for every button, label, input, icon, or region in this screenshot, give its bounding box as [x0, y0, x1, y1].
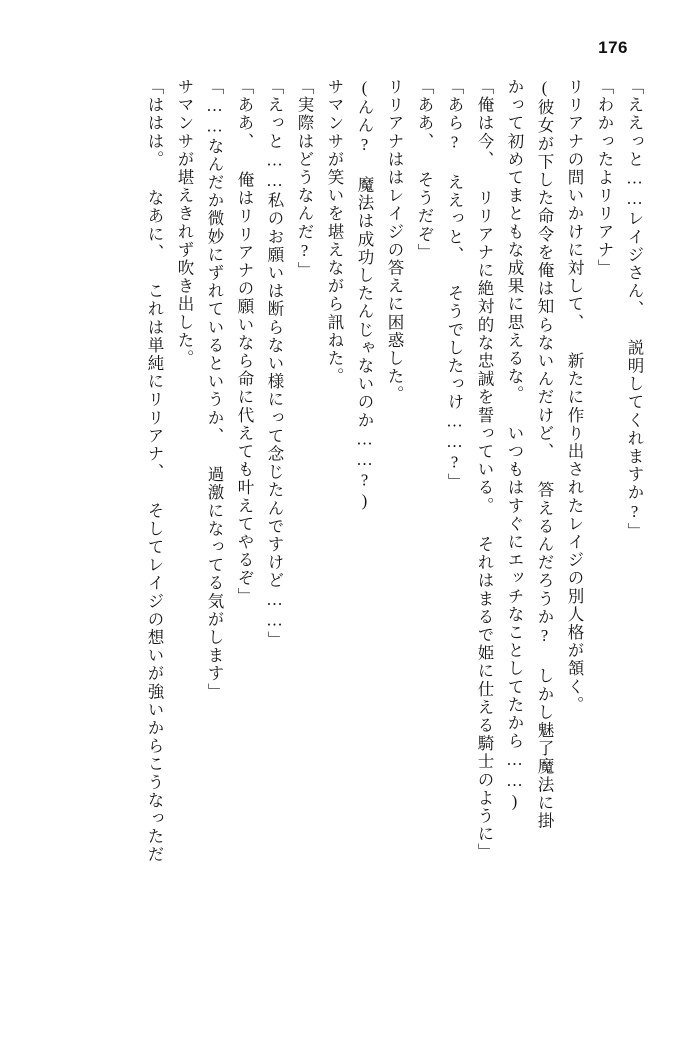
text-line: 「えっと……私のお願いは断らない様にって念じたんですけど……」 [265, 78, 284, 650]
text-line: 「ああ、 そうだぞ」 [415, 78, 434, 262]
text-line: 「実際はどうなんだ?」 [295, 78, 314, 280]
text-line: 「あら? ええっと、 そうでしたっけ……?」 [445, 78, 464, 492]
vertical-text-block [48, 78, 642, 1002]
text-line: 「俺は今、 リリアナに絶対的な忠誠を誓っている。 それはまるで姫に仕える騎士のように」 [475, 78, 494, 862]
text-line: リリアナの問いかけに対して、 新たに作り出されたレイジの別人格が頷く。 [565, 78, 584, 714]
text-line: 「ははは。 なあに、 これは単純にリリアナ、 そしてレイジの想いが強いからこうなっただ [145, 78, 164, 864]
text-line: 「……なんだか微妙にずれているというか、 過激になってる気がします」 [205, 78, 224, 701]
text-line: 「ああ、 俺はリリアナの願いなら命に代えても叶えてやるぞ」 [235, 78, 254, 606]
text-line: サマンサが笑いを堪えながら訊ねた。 [325, 78, 344, 386]
text-line: 「ええっと……レイジさん、 説明してくれますか?」 [625, 78, 644, 541]
text-line: (んん? 魔法は成功したんじゃないのか……?) [355, 78, 374, 512]
text-line: かって初めてまともな成果に思えるな。 いつもはすぐにエッチなことしてたから……) [505, 78, 524, 812]
text-line: 「わかったよリリアナ」 [595, 78, 614, 278]
text-line: リリアナははレイジの答えに困惑した。 [385, 78, 404, 404]
text-line: (彼女が下した命令を俺は知らないんだけど、 答えるんだろうか? しかし魅了魔法に掛 [535, 78, 554, 831]
page-number: 176 [598, 38, 628, 57]
text-line: サマンサが堪えきれず吹き出した。 [175, 78, 194, 368]
